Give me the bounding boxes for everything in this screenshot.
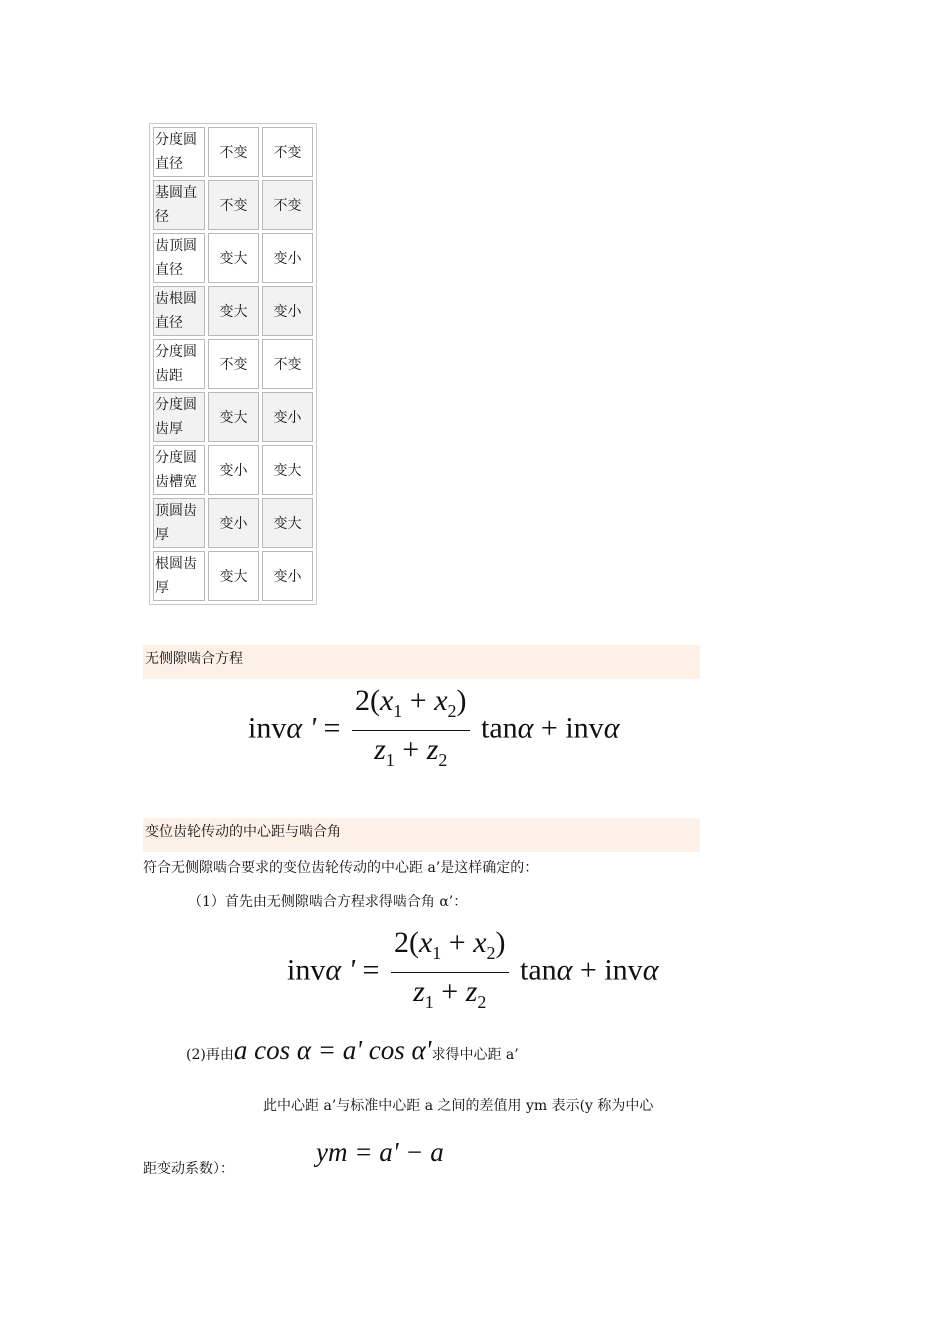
table-row [153, 233, 313, 283]
formula-meshing-angle: invα ' = $\frac{2(x_1 + x_2)}{z_1 + z_2}$ tanα + invα [287, 926, 659, 1012]
value-cell: 不变 [262, 339, 313, 389]
value-cell: 不变 [262, 127, 313, 177]
formula-backlash-equation: invα ' = $\frac{2(x_1 + x_2)}{z_1 + z_2}$ tanα + invα [248, 684, 620, 770]
section-title-backlash-equation: 无侧隙啮合方程 [143, 645, 700, 679]
value-cell: 变小 [262, 286, 313, 336]
value-cell: 不变 [208, 339, 259, 389]
formula-cos-relation: a cos α = a' cos α' [233, 1035, 432, 1065]
formula-center-distance-change: ym = a' − a [316, 1137, 444, 1167]
table-row [153, 127, 313, 177]
table-row [153, 392, 313, 442]
row-header-cell: 分度圆齿距 [153, 339, 205, 389]
value-cell: 变小 [262, 551, 313, 601]
table-row [153, 498, 313, 548]
displacement-effect-table [149, 123, 317, 605]
row-header-cell: 齿顶圆直径 [153, 233, 205, 283]
intro-text: 符合无侧隙啮合要求的变位齿轮传动的中心距 a’是这样确定的： [143, 860, 539, 876]
table-row [153, 445, 313, 495]
value-cell: 不变 [262, 180, 313, 230]
value-cell: 变小 [208, 498, 259, 548]
value-cell: 变大 [208, 551, 259, 601]
row-header-cell: 分度圆齿厚 [153, 392, 205, 442]
table-row [153, 180, 313, 230]
value-cell: 变大 [262, 445, 313, 495]
note-text: 此中心距 a’与标准中心距 a 之间的差值用 ym 表示(y 称为中心 [263, 1098, 654, 1114]
row-header-cell: 齿根圆直径 [153, 286, 205, 336]
value-cell: 变小 [262, 233, 313, 283]
value-cell: 不变 [208, 127, 259, 177]
value-cell: 变大 [208, 392, 259, 442]
value-cell: 变大 [208, 286, 259, 336]
step-1-text: （1）首先由无侧隙啮合方程求得啮合角 α’： [188, 894, 468, 910]
section-title-center-distance: 变位齿轮传动的中心距与啮合角 [143, 818, 700, 852]
value-cell: 变小 [208, 445, 259, 495]
row-header-cell: 分度圆直径 [153, 127, 205, 177]
table-row [153, 286, 313, 336]
row-header-cell: 根圆齿厚 [153, 551, 205, 601]
row-header-cell: 基圆直径 [153, 180, 205, 230]
value-cell: 变大 [262, 498, 313, 548]
row-header-cell: 分度圆齿槽宽 [153, 445, 205, 495]
row-header-cell: 顶圆齿厚 [153, 498, 205, 548]
note-continuation: 距变动系数）： [143, 1161, 234, 1177]
value-cell: 变大 [208, 233, 259, 283]
table-row [153, 551, 313, 601]
table-row [153, 339, 313, 389]
step-2-line: (2)再由a cos α = a' cos α'求得中心距 a’ [186, 1035, 519, 1065]
value-cell: 不变 [208, 180, 259, 230]
value-cell: 变小 [262, 392, 313, 442]
